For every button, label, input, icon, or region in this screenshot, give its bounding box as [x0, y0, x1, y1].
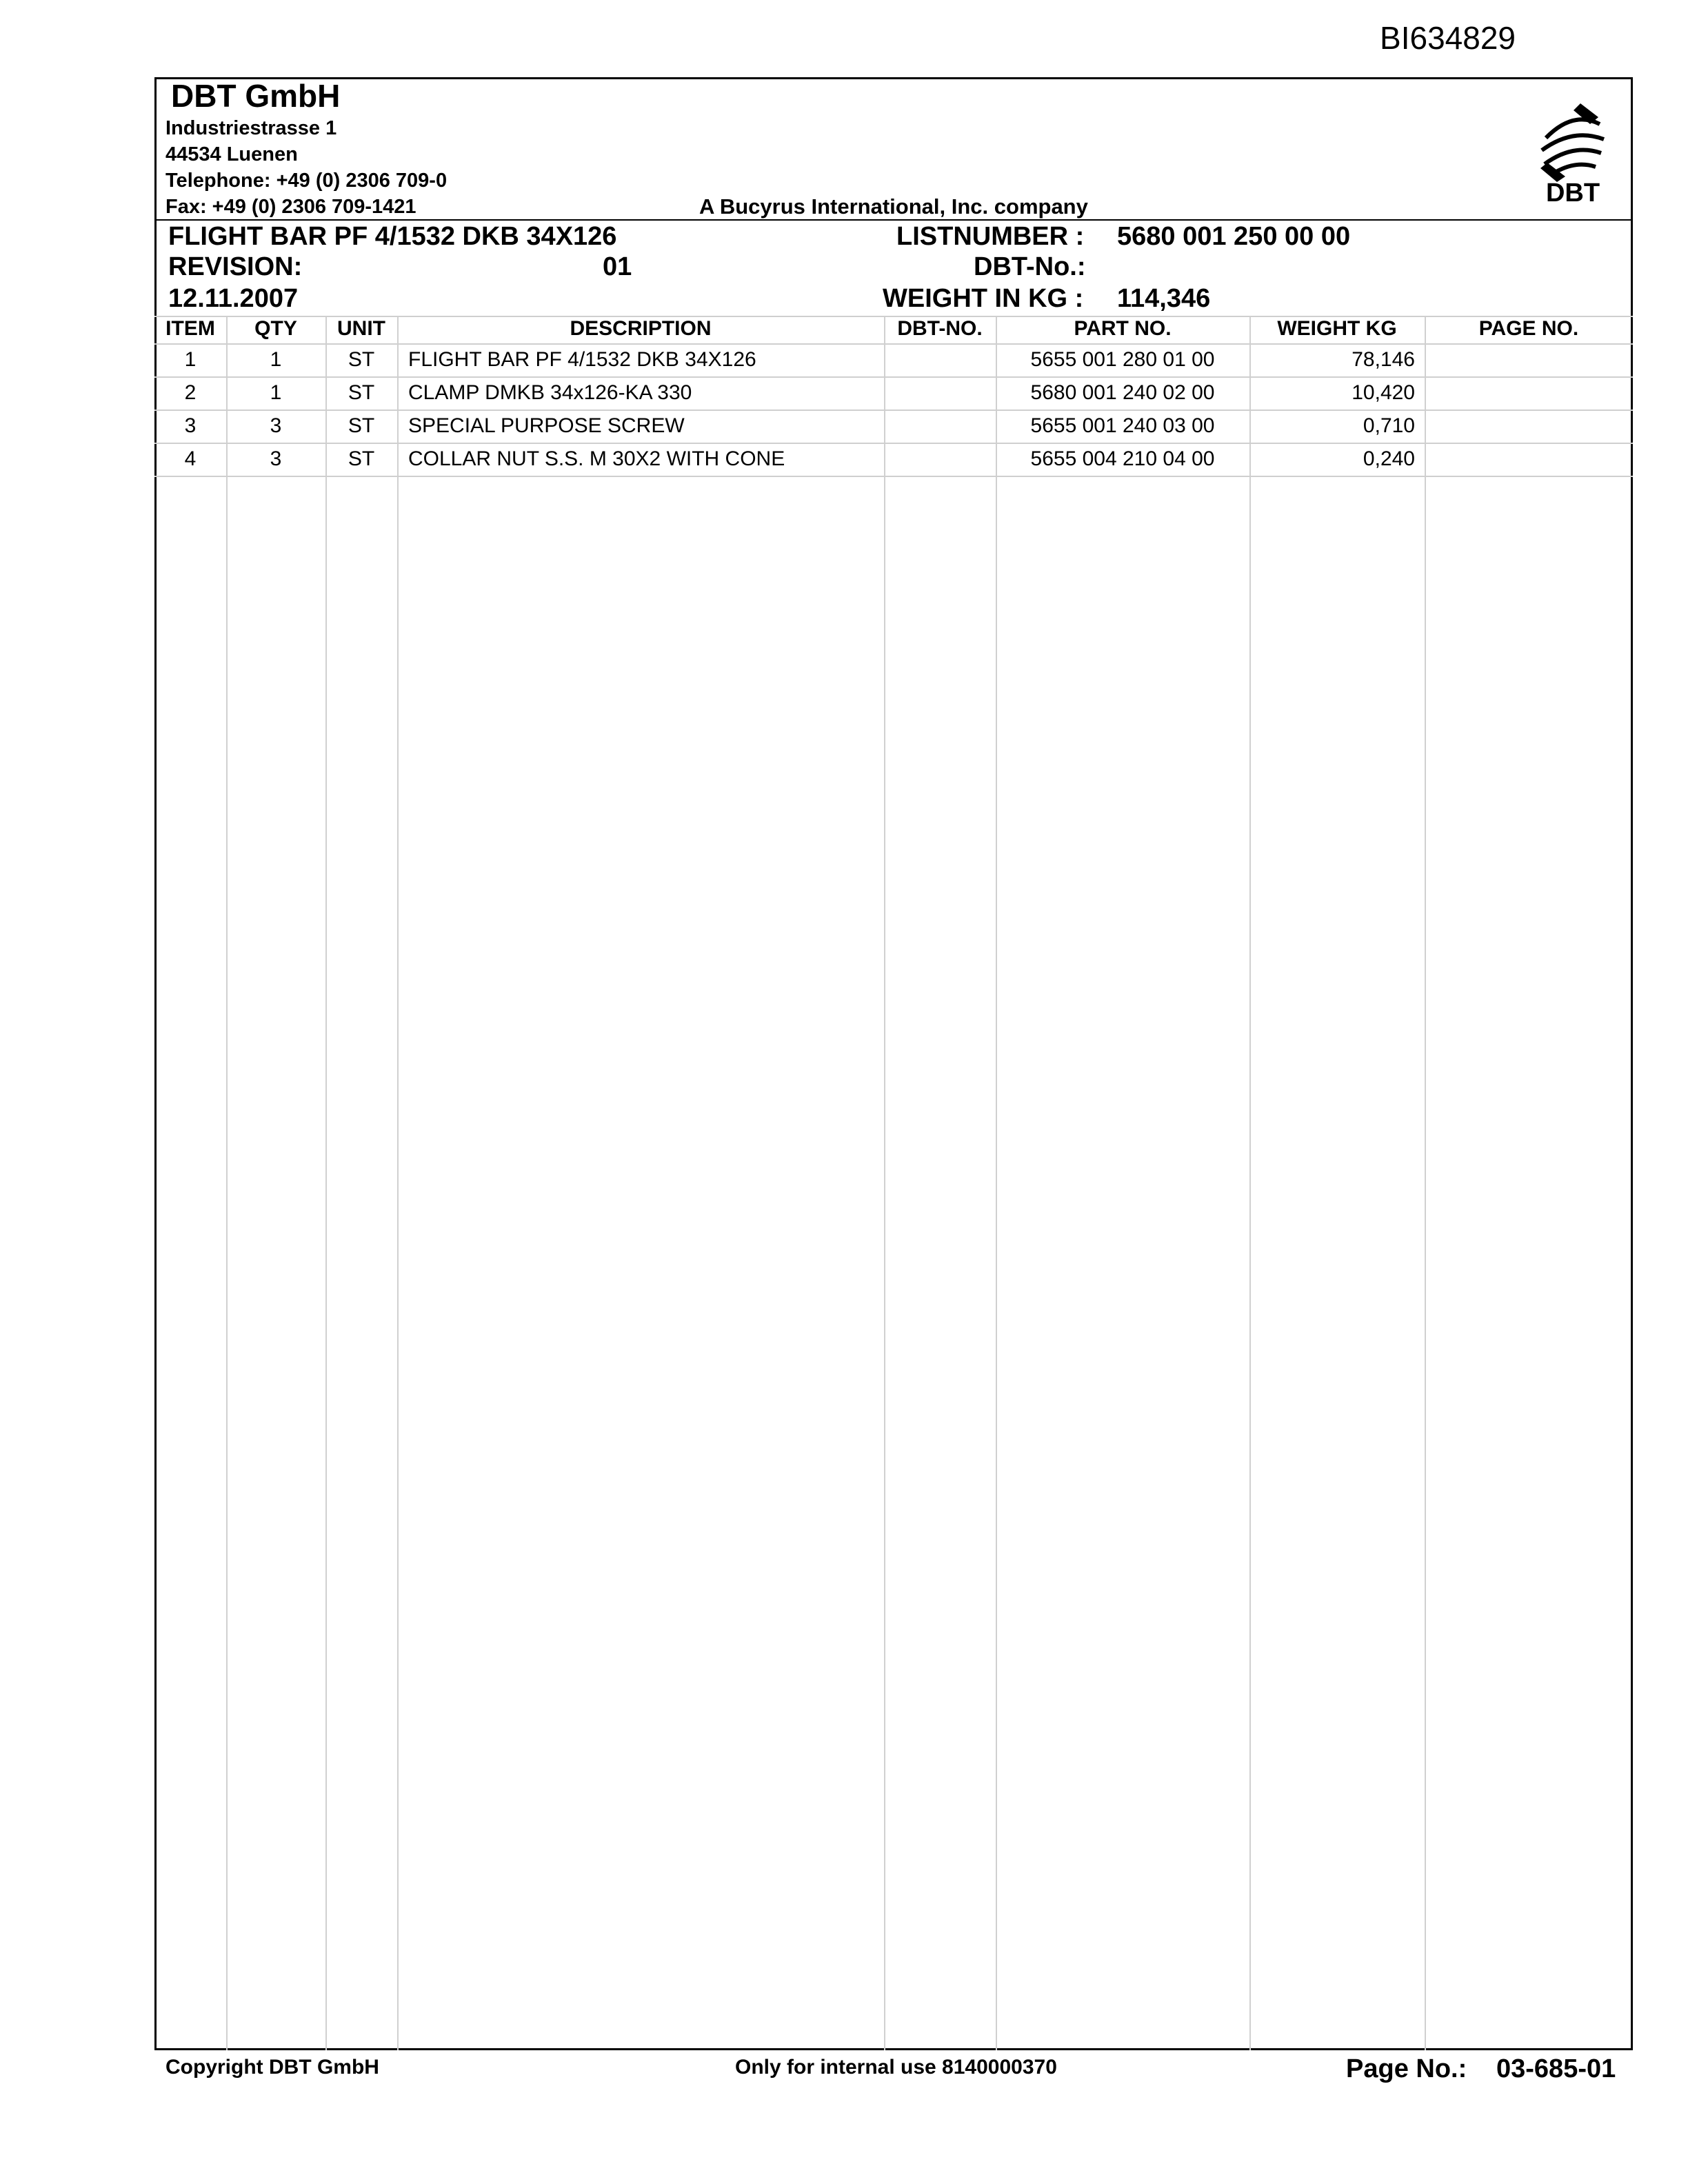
table-header-line [154, 343, 1633, 345]
cell-item: 2 [184, 381, 197, 404]
row-divider [154, 410, 1633, 411]
weight-label: WEIGHT IN KG : [883, 284, 1084, 313]
cell-unit: ST [348, 447, 375, 470]
cell-weight: 78,146 [1352, 348, 1415, 371]
cell-item: 4 [184, 447, 197, 470]
column-divider [325, 317, 327, 2050]
cell-qty: 3 [270, 447, 282, 470]
cell-part-no: 5655 004 210 04 00 [1030, 447, 1215, 470]
cell-qty: 1 [270, 348, 282, 371]
document-id: BI634829 [1380, 20, 1516, 56]
cell-item: 3 [184, 414, 197, 437]
document-date: 12.11.2007 [168, 284, 299, 313]
dbt-logo-icon [1532, 97, 1614, 207]
column-header-qty: QTY [254, 317, 297, 340]
cell-qty: 1 [270, 381, 282, 404]
company-tagline: A Bucyrus International, Inc. company [699, 194, 1088, 219]
cell-part-no: 5680 001 240 02 00 [1030, 381, 1215, 404]
cell-qty: 3 [270, 414, 282, 437]
column-header-weight: WEIGHT KG [1277, 317, 1397, 340]
column-header-page-no: PAGE NO. [1478, 317, 1579, 340]
cell-description: CLAMP DMKB 34x126-KA 330 [408, 381, 692, 404]
cell-description: SPECIAL PURPOSE SCREW [408, 414, 685, 437]
weight-value: 114,346 [1117, 284, 1211, 313]
cell-unit: ST [348, 348, 375, 371]
column-divider [1425, 317, 1426, 2050]
internal-use-text: Only for internal use 8140000370 [735, 2056, 1057, 2079]
cell-description: FLIGHT BAR PF 4/1532 DKB 34X126 [408, 348, 756, 371]
column-divider [996, 317, 997, 2050]
page-number-label: Page No.: [1346, 2054, 1467, 2083]
logo-text: DBT [1545, 179, 1600, 207]
column-header-description: DESCRIPTION [570, 317, 712, 340]
page-number-value: 03-685-01 [1496, 2054, 1616, 2083]
header-divider [154, 219, 1633, 221]
row-divider [154, 376, 1633, 378]
copyright-text: Copyright DBT GmbH [165, 2056, 379, 2079]
document-title: FLIGHT BAR PF 4/1532 DKB 34X126 [168, 222, 617, 251]
fax-line: Fax: +49 (0) 2306 709-1421 [165, 196, 416, 218]
row-divider [154, 443, 1633, 444]
cell-unit: ST [348, 414, 375, 437]
cell-part-no: 5655 001 280 01 00 [1030, 348, 1215, 371]
column-header-part-no: PART NO. [1074, 317, 1172, 340]
column-header-dbt-no: DBT-NO. [897, 317, 983, 340]
listnumber-label: LISTNUMBER : [896, 222, 1085, 251]
company-name: DBT GmbH [171, 78, 341, 114]
column-header-item: ITEM [165, 317, 215, 340]
cell-item: 1 [184, 348, 197, 371]
column-divider [397, 317, 399, 2050]
cell-unit: ST [348, 381, 375, 404]
cell-description: COLLAR NUT S.S. M 30X2 WITH CONE [408, 447, 785, 470]
dbt-no-label: DBT-No.: [974, 252, 1086, 281]
cell-weight: 0,240 [1363, 447, 1415, 470]
revision-value: 01 [603, 252, 632, 281]
column-header-unit: UNIT [337, 317, 385, 340]
cell-weight: 0,710 [1363, 414, 1415, 437]
cell-weight: 10,420 [1352, 381, 1415, 404]
column-divider [226, 317, 228, 2050]
column-divider [884, 317, 885, 2050]
row-divider [154, 476, 1633, 477]
listnumber-value: 5680 001 250 00 00 [1117, 222, 1351, 251]
column-divider [1249, 317, 1251, 2050]
cell-part-no: 5655 001 240 03 00 [1030, 414, 1215, 437]
telephone-line: Telephone: +49 (0) 2306 709-0 [165, 170, 448, 192]
address-line: 44534 Luenen [165, 143, 298, 165]
revision-label: REVISION: [168, 252, 303, 281]
address-line: Industriestrasse 1 [165, 117, 337, 139]
